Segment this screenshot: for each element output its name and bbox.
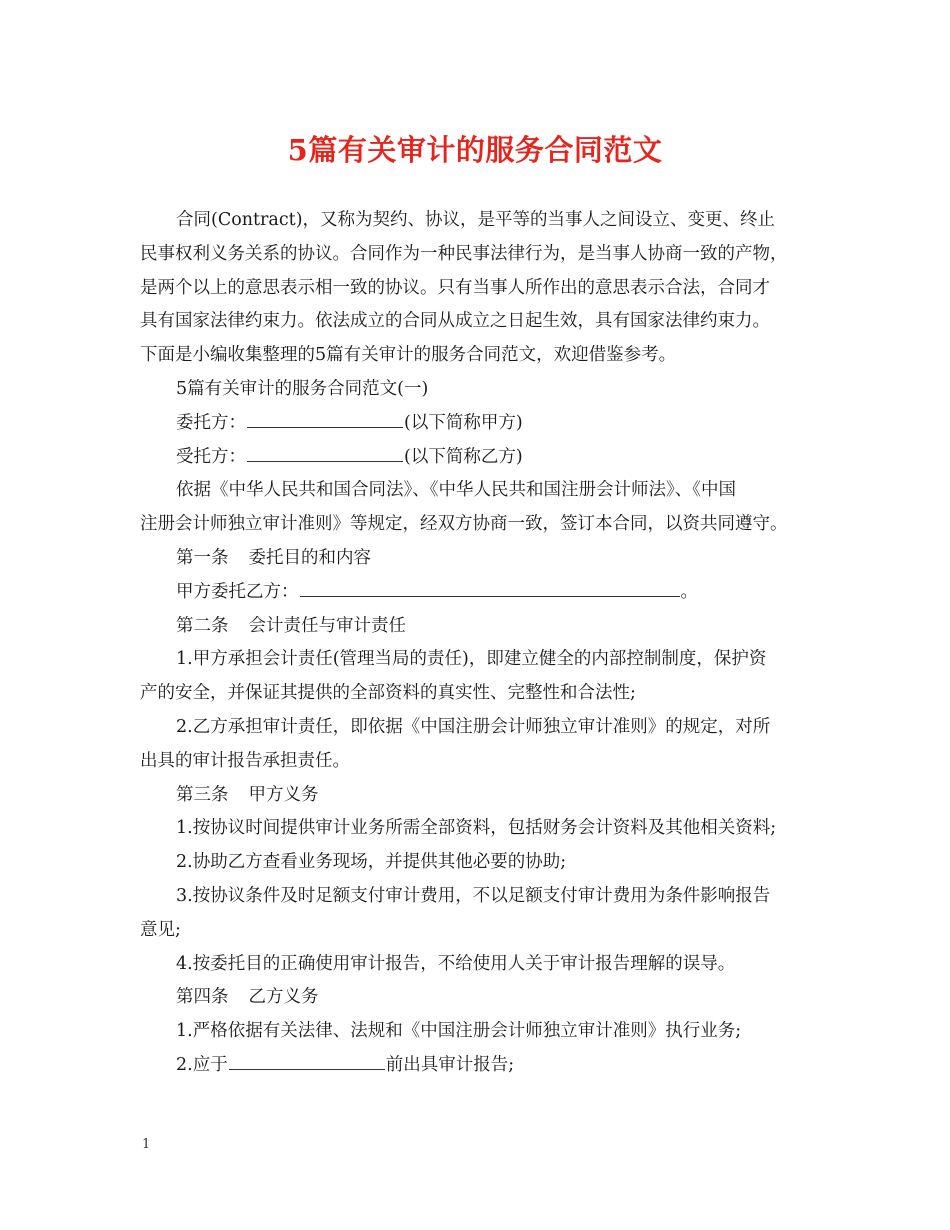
article-2-item: 2.乙方承担审计责任，即依据《中国注册会计师独立审计准则》的规定，对所 <box>176 716 771 737</box>
article-title: 委托目的和内容 <box>248 547 371 568</box>
article-number: 第三条 <box>176 784 229 805</box>
intro-line: 民事权利义务关系的协议。合同作为一种民事法律行为，是当事人协商一致的产物， <box>140 243 788 264</box>
article-title: 乙方义务 <box>248 987 319 1008</box>
article-4-heading <box>140 981 820 1015</box>
article-4-item2-prefix: 2.应于 <box>176 1054 228 1075</box>
article-4-item2-suffix: 前出具审计报告; <box>385 1054 515 1075</box>
article-2-item: 1.甲方承担会计责任(管理当局的责任)，即建立健全的内部控制制度，保护资 <box>176 649 767 670</box>
article-4-item: 1.严格依据有关法律、法规和《中国注册会计师独立审计准则》执行业务; <box>176 1021 742 1042</box>
basis-line: 依据《中华人民共和国合同法》、《中华人民共和国注册会计师法》、《中国 <box>176 480 736 501</box>
article-title: 甲方义务 <box>248 784 319 805</box>
intro-line: 是两个以上的意思表示相一致的协议。只有当事人所作出的意思表示合法，合同才 <box>140 277 770 298</box>
article-3-item: 4.按委托目的正确使用审计报告，不给使用人关于审计报告理解的误导。 <box>176 953 736 974</box>
party-a-label: 委托方： <box>176 412 246 433</box>
article-3-item: 意见; <box>140 919 181 940</box>
article-number: 第二条 <box>176 615 229 636</box>
intro-line: 合同(Contract)，又称为契约、协议，是平等的当事人之间设立、变更、终止 <box>176 210 776 230</box>
party-b-blank <box>247 443 403 462</box>
article-1-blank <box>300 578 680 597</box>
article-3-item: 3.按协议条件及时足额支付审计费用，不以足额支付审计费用为条件影响报告 <box>176 885 771 906</box>
article-2-item: 产的安全，并保证其提供的全部资料的真实性、完整性和合法性; <box>140 683 636 704</box>
party-a-suffix: (以下简称甲方) <box>404 412 523 433</box>
party-b-label: 受托方： <box>176 446 246 467</box>
party-b-suffix: (以下简称乙方) <box>404 446 523 467</box>
article-number: 第一条 <box>176 547 229 568</box>
page-number: 1 <box>142 1137 151 1152</box>
article-1-end: 。 <box>680 581 698 602</box>
article-3-item: 1.按协议时间提供审计业务所需全部资料，包括财务会计资料及其他相关资料; <box>176 818 777 839</box>
section-title: 5篇有关审计的服务合同范文(一) <box>176 378 429 399</box>
document-body <box>140 204 820 1083</box>
article-1-heading <box>140 542 820 576</box>
party-b-line <box>140 441 820 475</box>
article-1-text <box>140 576 820 610</box>
article-3-item: 2.协助乙方查看业务现场，并提供其他必要的协助; <box>176 852 567 873</box>
document-title: 5篇有关审计的服务合同范文 <box>287 133 663 167</box>
party-a-blank <box>247 409 403 428</box>
intro-line: 下面是小编收集整理的5篇有关审计的服务合同范文，欢迎借鉴参考。 <box>140 345 677 366</box>
party-a-line <box>140 407 820 441</box>
deadline-blank <box>229 1051 385 1070</box>
article-2-heading <box>140 610 820 644</box>
article-title: 会计责任与审计责任 <box>248 615 406 636</box>
basis-line: 注册会计师独立审计准则》等规定，经双方协商一致，签订本合同，以资共同遵守。 <box>140 514 788 535</box>
article-1-label: 甲方委托乙方： <box>176 581 299 602</box>
article-3-heading <box>140 779 820 813</box>
article-2-item: 出具的审计报告承担责任。 <box>140 750 350 771</box>
intro-line: 具有国家法律约束力。依法成立的合同从成立之日起生效，具有国家法律约束力。 <box>140 311 770 332</box>
article-4-item <box>140 1049 820 1083</box>
article-number: 第四条 <box>176 987 229 1008</box>
